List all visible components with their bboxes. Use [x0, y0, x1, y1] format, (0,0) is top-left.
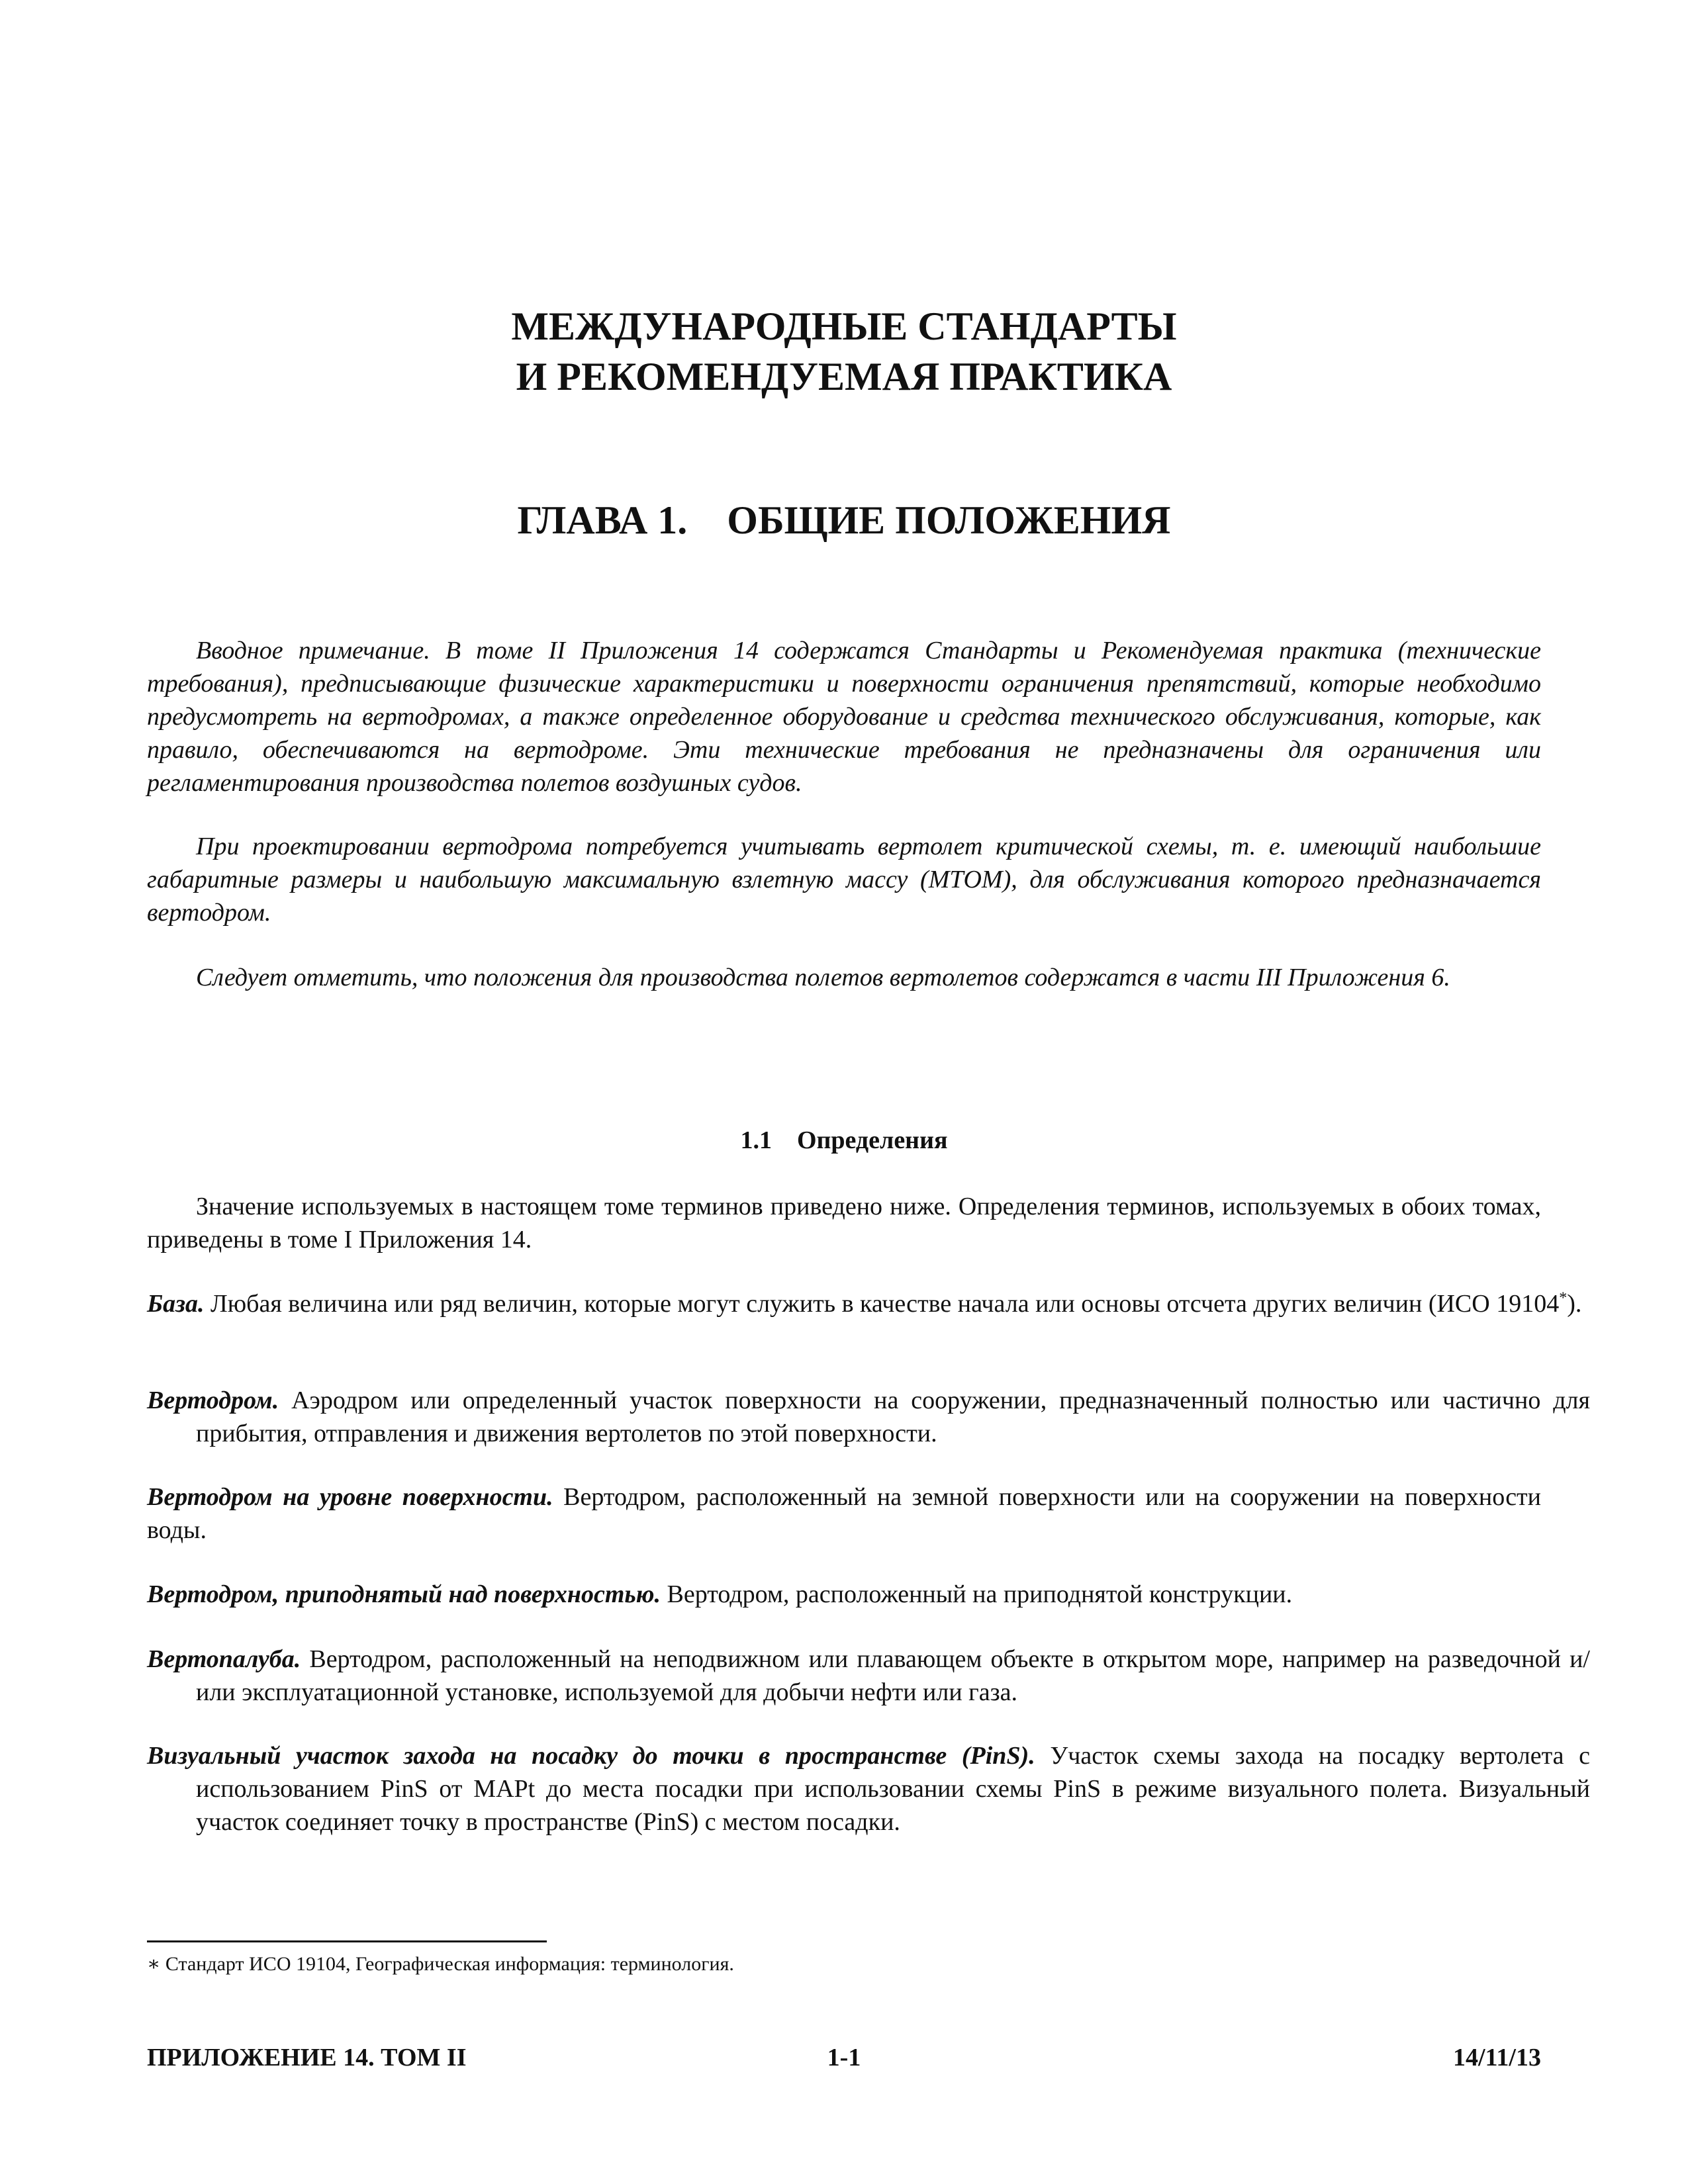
intro-paragraph-annex6: Следует отметить, что положения для производства полетов вертолетов содержатся в части III Приложения 6. — [196, 964, 1450, 991]
footnote-text: Стандарт ИСО 19104, Географическая информация: терминология. — [160, 1953, 734, 1975]
footer-date: 14/11/13 — [1452, 2044, 1541, 2071]
footer-page-number: 1-1 — [827, 2044, 861, 2071]
definition-text: Аэродром или определенный участок поверхности на сооружении, предназначенный полностью или частично для прибытия, отправления и движения вертолетов по этой поверхности. — [196, 1387, 1590, 1447]
definition-text: Вертодром, расположенный на земной поверхности или на сооружении на поверхности воды. — [147, 1483, 1542, 1544]
title-line-2: И РЕКОМЕНДУЕМАЯ ПРАКТИКА — [516, 355, 1172, 398]
intro-paragraph-critical-helicopter: При проектировании вертодрома потребуется учитывать вертолет критической схемы, т. е. имеющий наибольшие габаритные размеры и наибольшую максимальную взлетную массу (МТОМ), для обслуживания которого предназначается вертодром. — [147, 833, 1541, 927]
section-heading-definitions: 1.1 Определения — [740, 1126, 948, 1154]
definition-term: База. — [147, 1290, 205, 1318]
definition-term: Визуальный участок захода на посадку до точки в пространстве (PinS). — [147, 1742, 1035, 1770]
intro-note-paragraph: Вводное примечание. В томе II Приложения 14 содержатся Стандарты и Рекомендуемая практика (технические требования), предписывающие физические характеристики и поверхности ограничения препятствий, которые необходимо предусмотреть на вертодромах, а также определенное оборудование и средства технического обслуживания, которые, как правило, обеспечиваются на вертодроме. Эти технические требования не предназначены для ограничения или регламентирования производства полетов воздушных судов. — [147, 637, 1541, 797]
chapter-heading: ГЛАВА 1. ОБЩИЕ ПОЛОЖЕНИЯ — [517, 498, 1171, 542]
definition-term: Вертодром. — [147, 1387, 279, 1414]
definition-term: Вертодром, приподнятый над поверхностью. — [147, 1580, 661, 1608]
definition-datum — [147, 1287, 1590, 1320]
definition-text: Участок схемы захода на посадку вертолета с использованием PinS от MAPt до места посадки при использовании схемы PinS в режиме визуального полета. Визуальный участок соединяет точку в пространстве (PinS) с местом посадки. — [196, 1742, 1590, 1836]
footnote-reference: * — [1559, 1289, 1568, 1307]
definition-text: Любая величина или ряд величин, которые могут служить в качестве начала или основы отсчета других величин (ИСО 19104 — [204, 1290, 1560, 1318]
footnote-separator — [147, 1940, 547, 1942]
title-line-1: МЕЖДУНАРОДНЫЕ СТАНДАРТЫ — [511, 304, 1177, 348]
definition-heliport — [147, 1384, 1590, 1450]
document-title — [0, 301, 1688, 402]
definition-pins-visual-segment — [147, 1739, 1590, 1839]
definition-term: Вертодром на уровне поверхности. — [147, 1483, 553, 1511]
definition-text-tail: ). — [1567, 1290, 1582, 1318]
definition-text: Вертодром, расположенный на неподвижном или плавающем объекте в открытом море, например на разведочной и/или эксплуатационной установке, используемой для добычи нефти или газа. — [196, 1645, 1590, 1706]
definitions-lead-paragraph: Значение используемых в настоящем томе терминов приведено ниже. Определения терминов, используемых в обоих томах, приведены в томе I Приложения 14. — [147, 1193, 1541, 1253]
footnote — [147, 1951, 734, 1978]
definition-helideck — [147, 1643, 1590, 1709]
definition-elevated-heliport — [147, 1578, 1590, 1611]
definition-text: Вертодром, расположенный на приподнятой конструкции. — [661, 1580, 1293, 1608]
footnote-marker: ∗ — [147, 1953, 161, 1975]
definition-surface-level-heliport — [147, 1480, 1541, 1547]
definition-term: Вертопалуба. — [147, 1645, 301, 1673]
footer-annex-label: ПРИЛОЖЕНИЕ 14. ТОМ II — [147, 2044, 467, 2071]
